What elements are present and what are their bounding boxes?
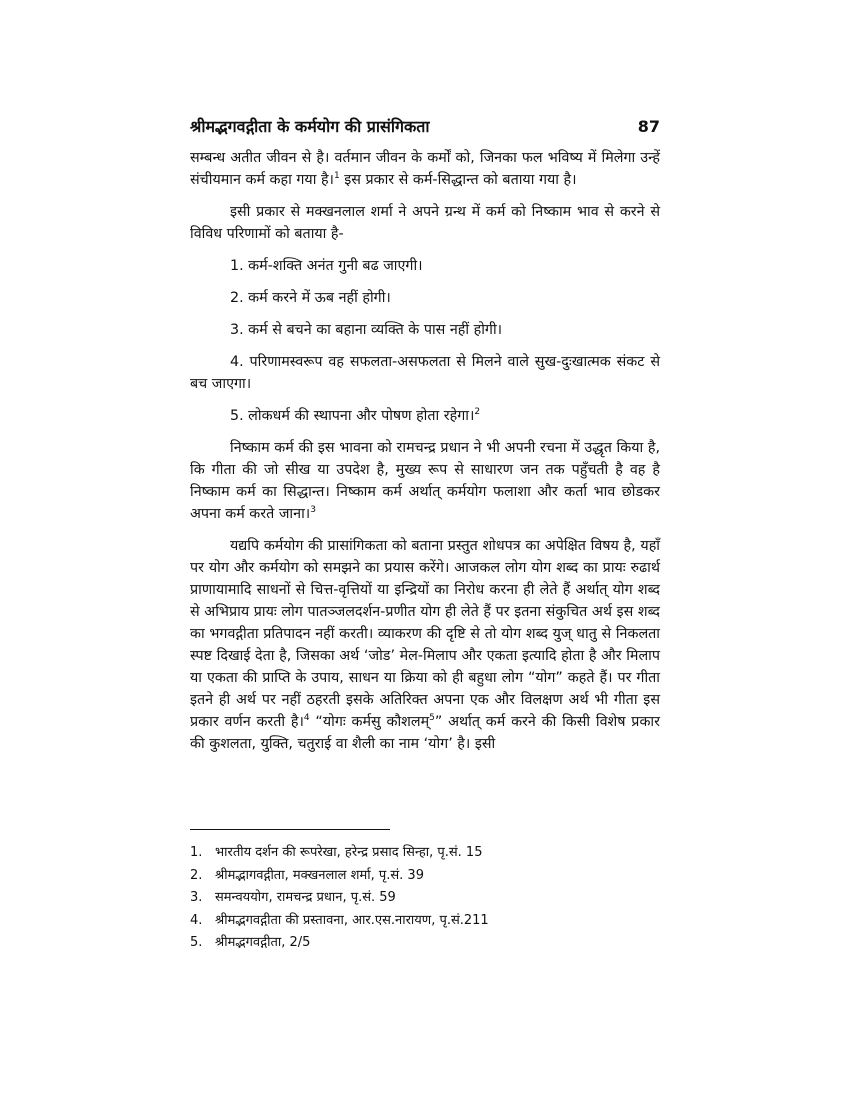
footnote-ref-1: 1	[333, 171, 340, 182]
footnote-4	[190, 910, 660, 933]
footnote-1	[190, 842, 660, 865]
footnote-text: श्रीमद्भगवद्गीता, 2/5	[215, 935, 311, 950]
footnote-text: श्रीमद्भगवद्गीता की प्रस्तावना, आर.एस.नारायण, पृ.सं.211	[215, 912, 489, 928]
list-item-3: 3. कर्म से बचने का बहाना व्यक्ति के पास नहीं होगी।	[230, 322, 503, 338]
list-item-5-text: 5. लोकधर्म की स्थापना और पोषण होता रहेगा।	[230, 408, 475, 424]
footnote-5	[190, 932, 660, 955]
footnote-3	[190, 887, 660, 910]
list-item-4: 4. परिणामस्वरूप वह सफलता-असफलता से मिलने वाले सुख-दुःखात्मक संकट से बच जाएगा।	[190, 354, 660, 392]
footnote-number: 5.	[190, 935, 203, 950]
paragraph-1-tail: इस प्रकार से कर्म-सिद्धान्त को बताया गया है।	[339, 172, 577, 188]
body-text	[190, 147, 660, 765]
footnote-number: 1.	[190, 845, 203, 860]
footnote-ref-4: 4	[303, 713, 310, 724]
list-item-1: 1. कर्म-शक्ति अनंत गुनी बढ जाएगी।	[230, 258, 423, 274]
paragraph-2: इसी प्रकार से मक्खनलाल शर्मा ने अपने ग्रन्थ में कर्म को निष्काम भाव से करने से विविध परिणामों को बताया है-	[190, 204, 660, 242]
footnote-number: 3.	[190, 890, 203, 905]
footnote-ref-5: 5	[429, 713, 435, 724]
footnotes	[190, 842, 660, 955]
footnote-text: समन्वययोग, रामचन्द्र प्रधान, पृ.सं. 59	[215, 890, 396, 905]
paragraph-4-quote: “योगः कर्मसु कौशलम्	[309, 714, 430, 730]
running-header	[190, 115, 660, 137]
paragraph-4-text: यद्यपि कर्मयोग की प्रासांगिकता को बताना प्रस्तुत शोधपत्र का अपेक्षित विषय है, यहाँ पर योग और कर्मयोग को समझने का प्रयास करेंगे। आजकल लोग योग शब्द का प्रायः रुढार्थ प्राणायामादि साधनों से चित्त-वृत्तियों या इन्द्रियों का निरोध करना ही लेते हैं अर्थात् योग शब्द से अभिप्राय प्रायः लोग पातञ्जलदर्शन-प्रणीत योग ही लेते हैं पर इतना संकुचित अर्थ इस शब्द का भगवद्गीता प्रतिपादन नहीं करती। व्याकरण की दृष्टि से तो योग शब्द युज् धातु से निकलता स्पष्ट दिखाई देता है, जिसका अर्थ ‘जोड’ मेल-मिलाप और एकता इत्यादि होता है और मिलाप या एकता की प्राप्ति के उपाय, साधन या क्रिया को ही बहुधा लोग “योग” कहते हैं। पर गीता इतने ही अर्थ पर नहीं ठहरती इसके अतिरिक्त अपना एक और विलक्षण अर्थ भी गीता इस प्रकार वर्णन करती है।	[190, 538, 660, 730]
footnote-number: 2.	[190, 867, 203, 883]
list-item-5	[190, 405, 660, 427]
paragraph-4	[190, 535, 660, 755]
running-title: श्रीमद्भगवद्गीता के कर्मयोग की प्रासंगिकता	[190, 117, 430, 136]
footnote-separator	[190, 829, 390, 830]
footnote-ref-3: 3	[310, 505, 316, 516]
paragraph-4-tail: ” अर्थात् कर्म करने की किसी विशेष प्रकार की कुशलता, युक्ति, चतुराई वा शैली का नाम ‘योग’ है। इसी	[190, 714, 660, 752]
footnote-ref-2: 2	[474, 407, 481, 418]
paragraph-1-text: सम्बन्ध अतीत जीवन से है। वर्तमान जीवन के कर्मों को, जिनका फल भविष्य में मिलेगा उन्हें संचीयमान कर्म कहा गया है।	[190, 150, 660, 188]
paragraph-3-text: निष्काम कर्म की इस भावना को रामचन्द्र प्रधान ने भी अपनी रचना में उद्धृत किया है, कि गीता की जो सीख या उपदेश है, मुख्य रूप से साधारण जन तक पहुँचती है वह है निष्काम कर्म का सिद्धान्त। निष्काम कर्म अर्थात् कर्मयोग फलाशा और कर्ता भाव छोडकर अपना कर्म करते जाना।	[190, 440, 660, 522]
footnote-text: भारतीय दर्शन की रूपरेखा, हरेन्द्र प्रसाद सिन्हा, पृ.सं. 15	[215, 845, 483, 860]
paragraph-1	[190, 147, 660, 191]
list-item-2: 2. कर्म करने में ऊब नहीं होगी।	[230, 290, 391, 306]
footnote-number: 4.	[190, 912, 203, 928]
paragraph-3	[190, 437, 660, 525]
page-number: 87	[637, 117, 660, 136]
footnote-2	[190, 865, 660, 888]
footnote-text: श्रीमद्भागवद्गीता, मक्खनलाल शर्मा, पृ.सं. 39	[215, 867, 424, 883]
